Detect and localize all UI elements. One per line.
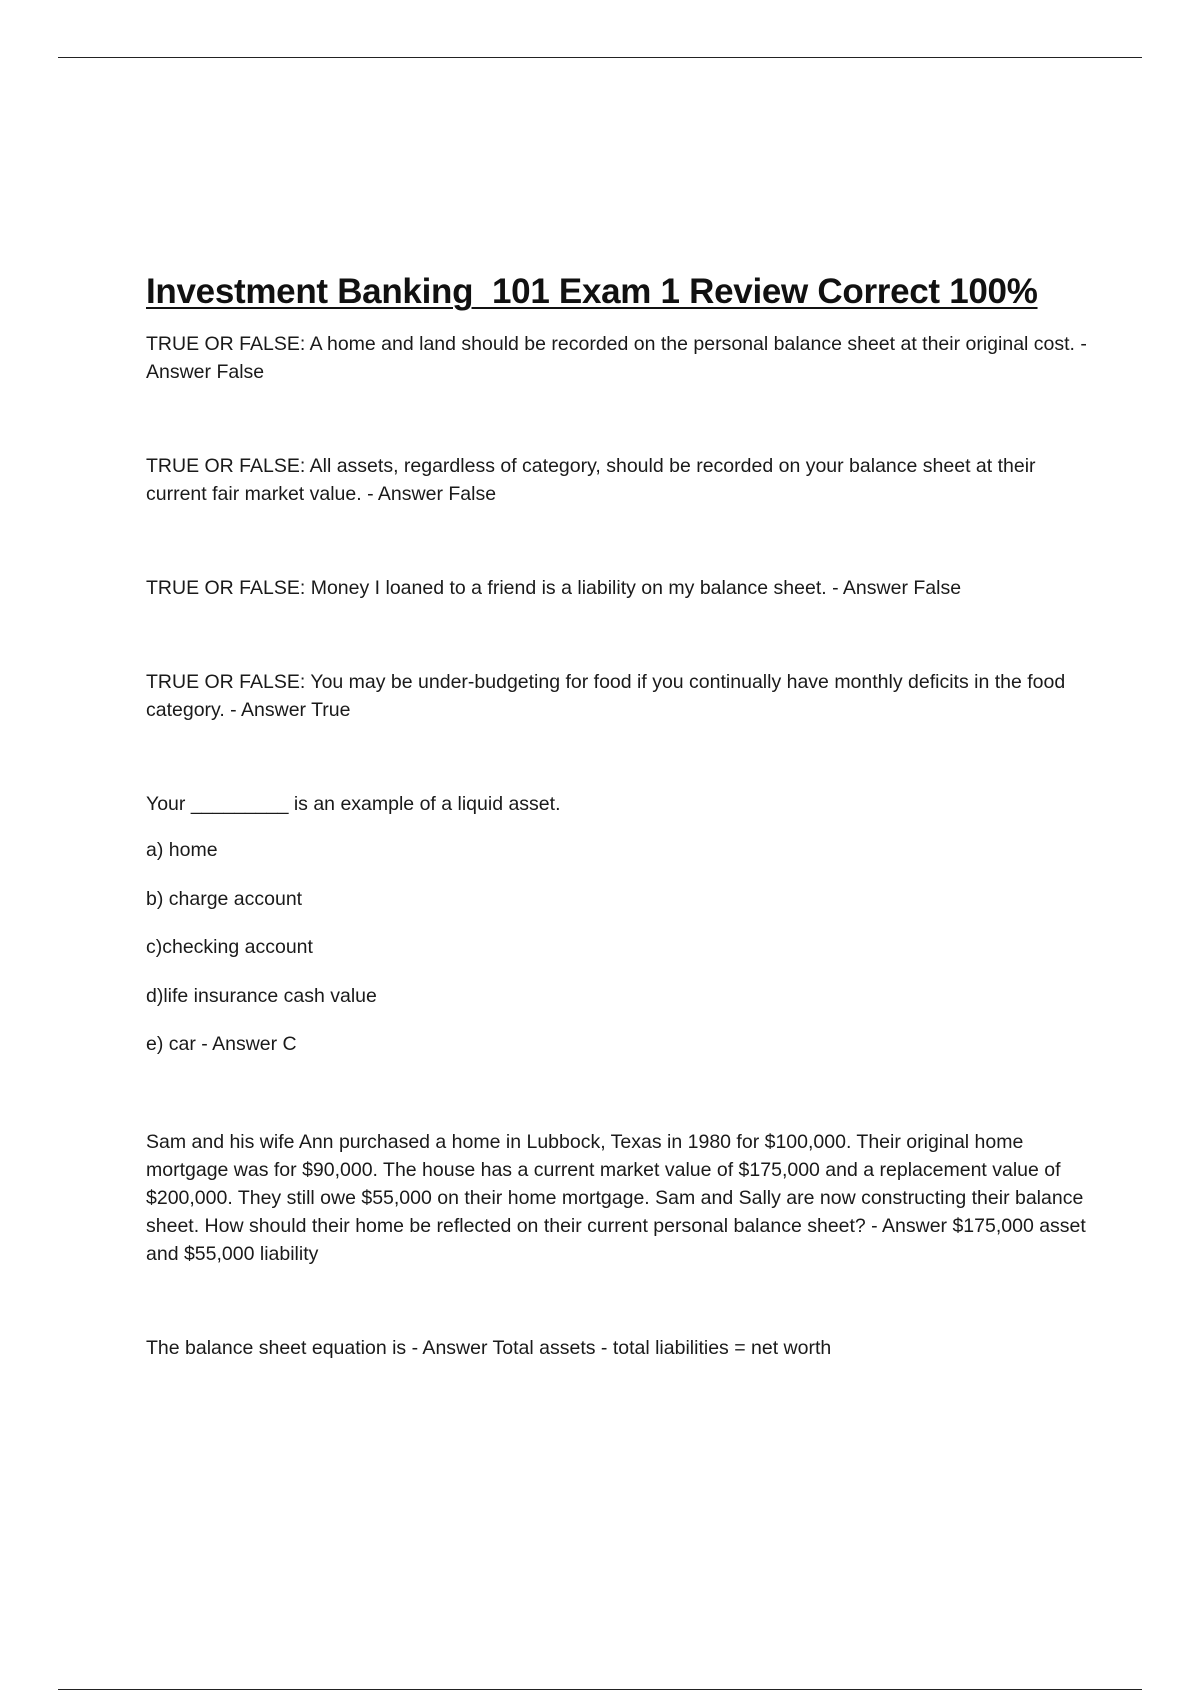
question-true-false-2: TRUE OR FALSE: All assets, regardless of category, should be recorded on your balance sheet at their current fair market value. - Answer False <box>146 455 1036 505</box>
multiple-choice-option-a: a) home <box>146 839 218 861</box>
question-true-false-1: TRUE OR FALSE: A home and land should be recorded on the personal balance sheet at their original cost. - Answer False <box>146 333 1087 383</box>
multiple-choice-option-b: b) charge account <box>146 887 303 910</box>
question-true-false-4: TRUE OR FALSE: You may be under-budgeting for food if you continually have monthly deficits in the food category. - Answer True <box>146 671 1066 721</box>
multiple-choice-stem: Your _________ is an example of a liquid asset. <box>146 793 561 815</box>
header-rule <box>58 57 1142 58</box>
document-title: Investment Banking 101 Exam 1 Review Correct 100% <box>146 272 1038 311</box>
multiple-choice-option-c: c)checking account <box>146 936 313 958</box>
multiple-choice-option-e: e) car - Answer C <box>146 1033 297 1055</box>
document-body <box>146 272 1096 1362</box>
multiple-choice-option-d: d)life insurance cash value <box>146 984 377 1007</box>
question-true-false-3: TRUE OR FALSE: Money I loaned to a friend is a liability on my balance sheet. - Answer False <box>146 577 962 599</box>
footer-rule <box>58 1689 1142 1690</box>
balance-sheet-equation-question: The balance sheet equation is - Answer Total assets - total liabilities = net worth <box>146 1337 832 1359</box>
scenario-question: Sam and his wife Ann purchased a home in Lubbock, Texas in 1980 for $100,000. Their original home mortgage was for $90,000. The house has a current market value of $175,000 and a replacement value of $200,000. They still owe $55,000 on their home mortgage. Sam and Sally are now constructing their balance sheet. How should their home be reflected on their current personal balance sheet? - Answer $175,000 asset and $55,000 liability <box>146 1131 1086 1265</box>
